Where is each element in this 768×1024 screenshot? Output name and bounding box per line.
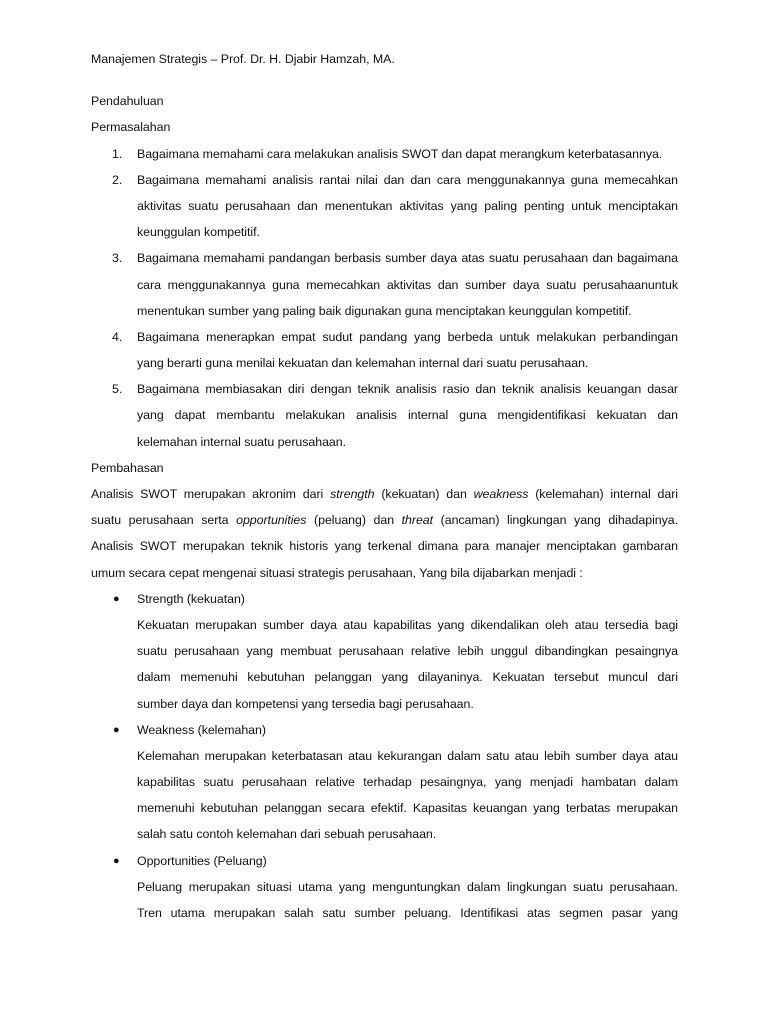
problem-number: 3. [112,251,123,266]
text-run: suatu perusahaan serta [91,513,237,528]
text-run: (ancaman) lingkungan yang dihadapinya. [433,513,678,528]
italic-term: threat [401,513,434,528]
problem-number: 5. [112,382,123,397]
bullet-icon: ● [113,854,120,867]
problem-line: Bagaimana memahami analisis rantai nilai dan dan cara menggunakannya guna memecahkan [137,172,678,187]
intro-paragraph [91,481,678,586]
bullet-icon: ● [113,592,120,605]
swot-title: Opportunities (Peluang) [137,853,267,868]
problem-line: Bagaimana memahami pandangan berbasis sumber daya atas suatu perusahaan dan bagaimana [137,251,678,266]
paragraph-line: Analisis SWOT merupakan teknik historis yang terkenal dimana para manajer menciptakan gambaran [91,539,678,554]
bullet-icon: ● [113,723,120,736]
problem-item [91,141,678,167]
swot-list [91,586,678,926]
problem-line: yang berarti guna menilai kekuatan dan kelemahan internal dari suatu perusahaan. [137,356,589,371]
paragraph-line: umum secara cepat mengenai situasi strategis perusahaan, Yang bila dijabarkan menjadi : [91,565,583,580]
swot-line: salah satu contoh kelemahan dari sebuah perusahaan. [137,827,437,842]
problem-item [91,324,678,376]
problem-item [91,376,678,455]
problem-line: Bagaimana menerapkan empat sudut pandang yang berbeda untuk melakukan perbandingan [137,329,678,344]
problem-list [91,141,678,455]
swot-item-strength [91,586,678,717]
text-run: Analisis SWOT merupakan akronim dari [91,487,331,501]
italic-term: opportunities [236,513,307,528]
problem-item [91,245,678,324]
problem-line: aktivitas suatu perusahaan dan menentukan aktivitas yang paling penting untuk menciptakan [137,198,678,213]
document-header: Manajemen Strategis – Prof. Dr. H. Djabir Hamzah, MA. [91,52,395,66]
section-heading-pembahasan: Pembahasan [91,460,164,475]
swot-line: dalam memenuhi kebutuhan pelanggan yang dilayaninya. Kekuatan tersebut muncul dari [137,670,678,685]
problem-item [91,167,678,246]
swot-item-weakness [91,717,678,848]
paragraph-line [91,481,678,507]
swot-item-opportunities [91,848,678,927]
swot-line: Kekuatan merupakan sumber daya atau kapabilitas yang dikendalikan oleh atau tersedia bagi [137,617,678,632]
swot-line: sumber daya dan kompetensi yang tersedia bagi perusahaan. [137,696,474,711]
paragraph-line [91,507,678,533]
swot-line: Kelemahan merupakan keterbatasan atau kekurangan dalam satu atau lebih sumber daya atau [137,748,678,763]
section-heading-permasalahan: Permasalahan [91,120,171,135]
problem-line: yang dapat membantu melakukan analisis internal guna mengidentifikasi kekuatan dan [137,408,678,423]
swot-line: Tren utama merupakan salah satu sumber peluang. Identifikasi atas segmen pasar yang [137,906,678,920]
swot-line: memenuhi kebutuhan pelanggan secara efektif. Kapasitas keuangan yang terbatas merupakan [137,801,678,816]
text-run: (peluang) dan [306,513,402,528]
problem-number: 2. [112,172,123,187]
italic-term: weakness [473,487,529,501]
section-heading-pendahuluan: Pendahuluan [91,94,164,109]
swot-title: Weakness (kelemahan) [137,722,266,737]
italic-term: strength [330,487,375,501]
swot-line: kapabilitas suatu perusahaan relative terhadap pesaingnya, yang menjadi hambatan dalam [137,775,678,790]
swot-line: Peluang merupakan situasi utama yang menguntungkan dalam lingkungan suatu perusahaan. [137,879,678,894]
problem-line: menentukan sumber yang paling baik digunakan guna menciptakan keunggulan kompetitif. [137,303,632,318]
swot-line: suatu perusahaan yang membuat perusahaan relative lebih unggul dibandingkan pesaingnya [137,644,678,659]
text-run: (kekuatan) dan [374,487,474,501]
problem-line: Bagaimana memahami cara melakukan analisis SWOT dan dapat merangkum keterbatasannya. [137,146,663,161]
problem-line: keunggulan kompetitif. [137,225,260,240]
problem-line: cara menggunakannya guna memecahkan aktivitas dan sumber daya suatu perusahaanuntuk [137,277,678,292]
problem-line: Bagaimana membiasakan diri dengan teknik analisis rasio dan teknik analisis keuangan dasar [137,382,678,397]
problem-number: 4. [112,329,123,344]
problem-line: kelemahan internal suatu perusahaan. [137,434,346,449]
swot-title: Strength (kekuatan) [137,591,245,606]
problem-number: 1. [112,146,123,161]
document-page [91,46,678,926]
text-run: (kelemahan) internal dari [528,487,678,501]
